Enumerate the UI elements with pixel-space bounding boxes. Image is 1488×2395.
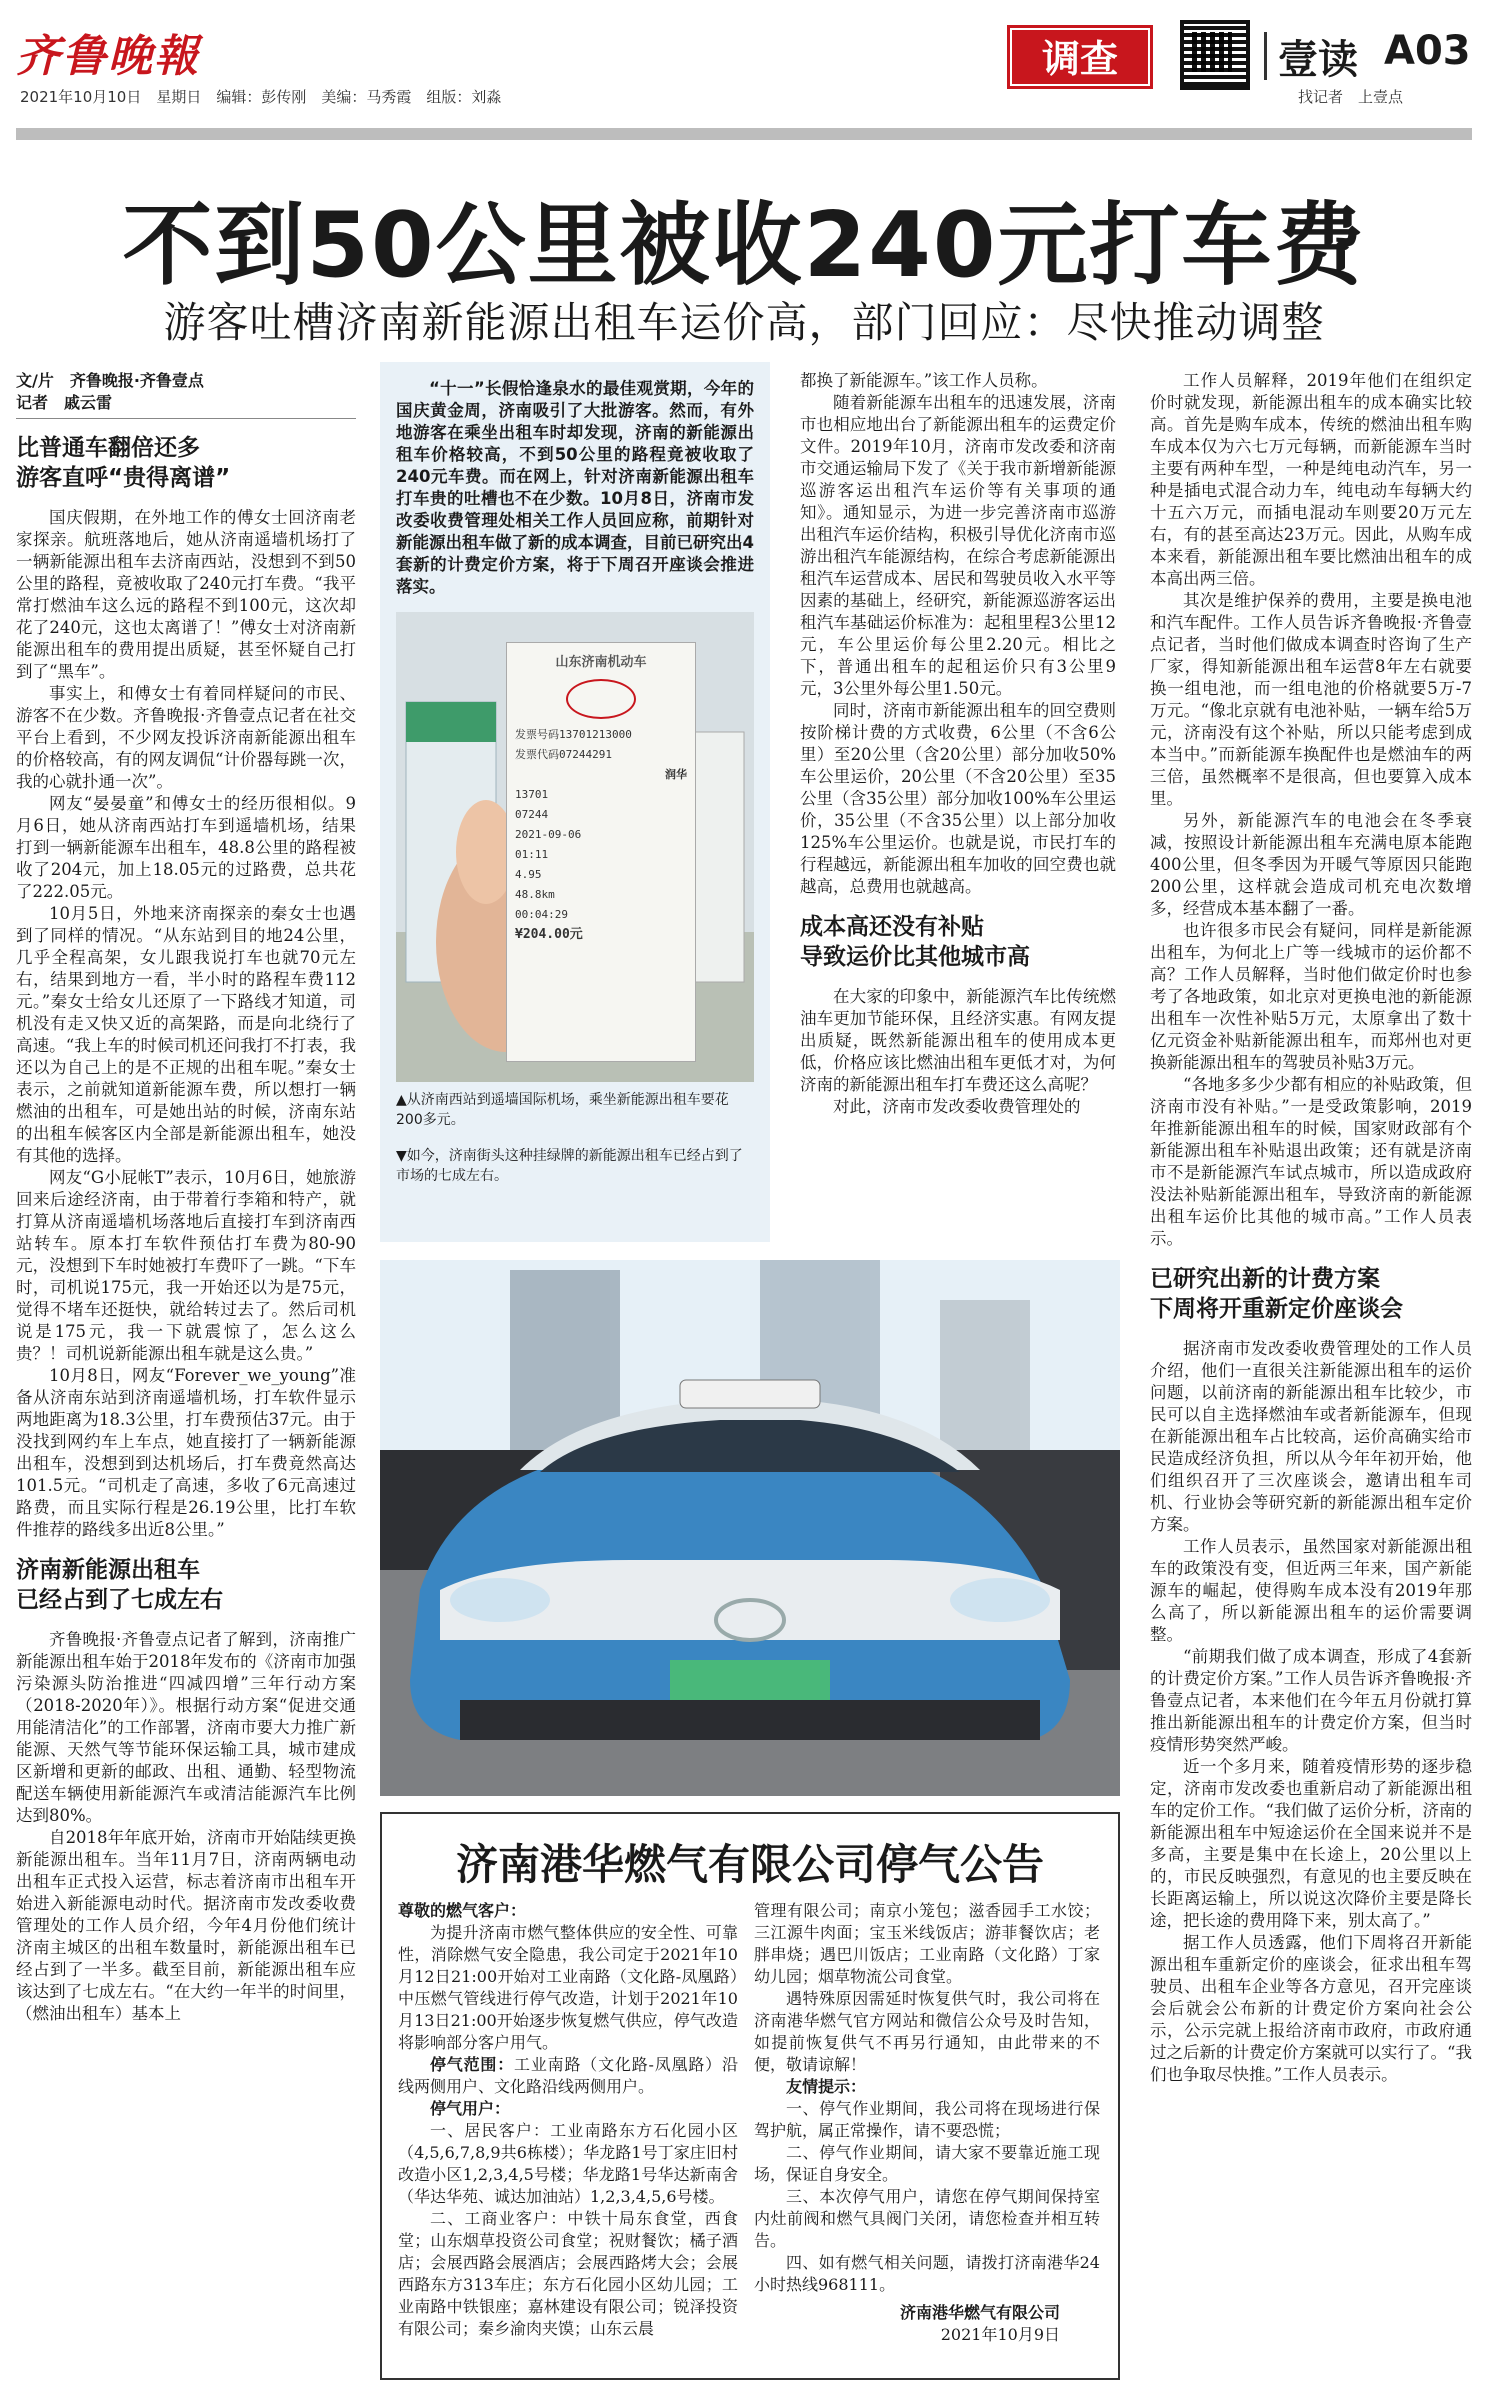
- section-heading-1: 比普通车翻倍还多 游客直呼“贵得离谱”: [16, 435, 231, 491]
- taxi-illustration: [380, 1260, 1120, 1796]
- notice-body-continued: 管理有限公司；南京小笼包；滋香园手工水饺；三江源牛肉面；宝玉米线饭店；游菲餐饮店；老胖串烧；遇巴川饭店；工业南路（文化路）丁家幼儿园；烟草物流公司食堂。: [754, 1901, 1100, 1986]
- paragraph: 工作人员解释，2019年他们在组织定价时就发现，新能源出租车的成本确实比较高。首先是购车成本，传统的燃油出租车购车成本仅为六七万元每辆，而新能源车当时主要有两种车型，一种是纯电动汽车，另一种是插电式混合动力车，纯电动车每辆大约十五六万元，而插电混动车则要20万元左右，有的甚至高达23万元。因此，从购车成本来看，新能源出租车要比燃油出租车的成本高出两三倍。: [1150, 371, 1472, 588]
- notice-tips-label: 友情提示：: [786, 2077, 867, 2096]
- paragraph: “各地多多少少都有相应的补贴政策，但济南市没有补贴。”一是受政策影响，2019年推新能源出租车的时候，国家财政部有个新能源出租车补贴退出政策；还有就是济南市不是新能源汽车试点城市，所以造成政府没法补贴新能源出租车，导致济南的新能源出租车运价比其他的城市高。”工作人员表示。: [1150, 1075, 1472, 1248]
- headline: 不到50公里被收240元打车费: [122, 193, 1366, 298]
- intro-paragraph: “十一”长假恰逢泉水的最佳观赏期，今年的国庆黄金周，济南吸引了大批游客。然而，有外地游客在乘坐出租车时却发现，济南的新能源出租车价格较高，不到50公里的路程竟被收取了240元车费。而在网上，针对济南新能源出租车打车贵的吐槽也不在少数。10月8日，济南市发改委收费管理处相关工作人员回应称，前期针对新能源出租车做了新的成本调查，目前已研究出4套新的计费定价方案，将于下周召开座谈会推进落实。: [396, 379, 754, 596]
- qr-code-icon[interactable]: [1180, 20, 1250, 90]
- byline-rule: [16, 418, 356, 419]
- notice-delay-info: 遇特殊原因需延时恢复供气时，我公司将在济南港华燃气官方网站和微信公众号及时告知，如提前恢复供气不再另行通知，由此带来的不便，敬请谅解！: [754, 1989, 1100, 2074]
- photo-caption-1: ▲从济南西站到遥墙国际机场，乘坐新能源出租车要花200多元。: [396, 1092, 729, 1128]
- paragraph: 随着新能源车出租车的迅速发展，济南市也相应地出台了新能源出租车的运费定价文件。2019年10月，济南市发改委和济南市交通运输局下发了《关于我市新增新能源巡游客运出租汽车运价等有关事项的通知》。通知显示，为进一步完善济南市巡游出租汽车运价结构，积极引导优化济南市巡游出租汽车能源结构，在综合考虑新能源出租汽车运营成本、居民和驾驶员收入水平等因素的基础上，经研究，新能源巡游客运出租汽车基础运价标准为：起租里程3公里12元，车公里运价每公里2.20元。相比之下，普通出租车的起租运价只有3公里9元，3公里外每公里1.50元。: [800, 393, 1116, 698]
- paragraph: 另外，新能源汽车的电池会在冬季衰减，按照设计新能源出租车充满电原本能跑400公里，但冬季因为开暖气等原因只能跑200公里，这样就会造成司机充电次数增多，经营成本基本翻了一番。: [1150, 811, 1472, 918]
- notice-scope: 工业南路（文化路-凤凰路）沿线两侧用户、文化路沿线两侧用户。: [398, 2055, 738, 2096]
- notice-left-column: [398, 1900, 738, 2340]
- receipt-total: ¥204.00元: [515, 927, 583, 942]
- paragraph: 自2018年年底开始，济南市开始陆续更换新能源出租车。当年11月7日，济南两辆电动出租车正式投入运营，标志着济南市出租车开始进入新能源电动时代。据济南市发改委收费管理处的工作人员介绍，今年4月份他们统计济南主城区的出租车数量时，新能源出租车已经占到了一半多。截至目前，新能源出租车应该达到了七成左右。“在大约一年半的时间里，（燃油出租车）基本上: [16, 1828, 356, 2023]
- paragraph: 国庆假期，在外地工作的傅女士回济南老家探亲。航班落地后，她从济南遥墙机场打了一辆新能源出租车去济南西站，没想到不到50公里的路程，竟被收取了240元打车费。“我平常打燃油车这么远的路程不到100元，这次却花了240元，这也太离谱了！”傅女士对济南新能源出租车的费用提出质疑，甚至怀疑自己打到了“黑车”。: [16, 508, 356, 681]
- photo-caption-2: ▼如今，济南街头这种挂绿牌的新能源出租车已经占到了市场的七成左右。: [396, 1148, 743, 1184]
- notice-date: 2021年10月9日: [940, 2325, 1060, 2344]
- receipt-line: 2021-09-06: [515, 828, 582, 841]
- notice-scope-label: 停气范围：: [430, 2055, 515, 2074]
- notice-tip: 二、停气作业期间，请大家不要靠近施工现场，保证自身安全。: [754, 2143, 1100, 2184]
- divider: [1264, 32, 1267, 80]
- paragraph: 同时，济南市新能源出租车的回空费则按阶梯计费的方式收费，6公里（不含6公里）至20公里（含20公里）部分加收50%车公里运价，20公里（不含20公里）至35公里（含35公里）部分加收100%车公里运价，35公里（不含35公里）以上部分加收125%车公里运价。也就是说，市民打车的行程越远，新能源出租车加收的回空费也就越高，总费用也就越高。: [800, 701, 1116, 896]
- issue-meta: 2021年10月10日 星期日 编辑：彭传刚 美编：马秀霞 组版：刘淼: [20, 88, 502, 106]
- page-number: A03: [1384, 28, 1471, 74]
- section-heading-3: 成本高还没有补贴 导致运价比其他城市高: [800, 914, 1030, 970]
- notice-users-label: 停气用户：: [430, 2099, 511, 2118]
- receipt-line: 发票号码13701213000: [515, 728, 632, 741]
- stamp-icon: [566, 679, 636, 719]
- paragraph: 在大家的印象中，新能源汽车比传统燃油车更加节能环保，且经济实惠。有网友提出质疑，既然新能源出租车的使用成本更低，价格应该比燃油出租车更低才对，为何济南的新能源出租车打车费还这么高呢？: [800, 987, 1116, 1094]
- subheadline: 游客吐槽济南新能源出租车运价高，部门回应：尽快推动调整: [163, 298, 1325, 347]
- masthead-rule: [16, 128, 1472, 140]
- gas-outage-notice: [380, 1812, 1120, 2380]
- notice-residents: 一、居民客户：工业南路东方石化园小区（4,5,6,7,8,9共6栋楼）；华龙路1号丁家庄旧村改造小区1,2,3,4,5号楼；华龙路1号华达新南舍（华达华苑、诚达加油站）1,2,3,4,5,6号楼。: [398, 2121, 738, 2206]
- paragraph: 近一个多月来，随着疫情形势的逐步稳定，济南市发改委也重新启动了新能源出租车的定价工作。“我们做了运价分析，济南的新能源出租车中短途运价在全国来说并不是多高，主要是集中在长途上，20公里以上的，市民反映强烈，有意见的也主要反映在长距离运输上，所以说这次降价主要是降长途，把长途的费用降下来，别太高了。”: [1150, 1757, 1472, 1930]
- masthead: [16, 14, 1472, 134]
- section-heading-4: 已研究出新的计费方案 下周将开重新定价座谈会: [1150, 1266, 1403, 1322]
- section-heading-2: 济南新能源出租车 已经占到了七成左右: [16, 1557, 223, 1613]
- paragraph: 也许很多市民会有疑问，同样是新能源出租车，为何北上广等一线城市的运价都不高？工作人员解释，当时他们做定价时也参考了各地政策，如北京对更换电池的新能源出租车一次性补贴5万元，太原拿出了数十亿元资金补贴新能源出租车，而郑州也对更换新能源出租车的驾驶员补贴3万元。: [1150, 921, 1472, 1072]
- paragraph: 工作人员表示，虽然国家对新能源出租车的政策没有变，但近两三年来，国产新能源车的崛起，使得购车成本没有2019年那么高了，所以新能源出租车的运价需要调整。: [1150, 1537, 1472, 1644]
- receipt-line: 13701: [515, 788, 549, 801]
- intro-lead: [396, 378, 754, 598]
- receipt-line: 4.95: [515, 868, 542, 881]
- taxi-receipt: [506, 642, 696, 1062]
- paragraph: 网友“晏晏童”和傅女士的经历很相似。9月6日，她从济南西站打车到遥墙机场，结果打到一辆新能源车出租车，48.8公里的路程被收了204元，加上18.05元的过路费，总共花了222.05元。: [16, 794, 356, 901]
- receipt-photo: [396, 612, 754, 1082]
- notice-title: 济南港华燃气有限公司停气公告: [455, 1840, 1044, 1889]
- paragraph: 齐鲁晚报·齐鲁壹点记者了解到，济南推广新能源出租车始于2018年发布的《济南市加强污染源头防治推进“四减四增”三年行动方案（2018-2020年）》。根据行动方案“促进交通用能清洁化”的工作部署，济南市要大力推广新能源、天然气等节能环保运输工具，城市建成区新增和更新的邮政、出租、通勤、轻型物流配送车辆使用新能源汽车或清洁能源汽车比例达到80%。: [16, 1630, 356, 1825]
- notice-signature: 济南港华燃气有限公司: [899, 2303, 1060, 2322]
- article-column-3: [800, 370, 1116, 1250]
- paragraph: 其次是维护保养的费用，主要是换电池和汽车配件。工作人员告诉齐鲁晚报·齐鲁壹点记者，当时他们做成本调查时咨询了生产厂家，得知新能源出租车运营8年左右就要换一组电池，而一组电池的价格就要5万-7万元。“像北京就有电池补贴，一辆车给5万元，济南没有这个补贴，所以只能考虑到成本当中。”而新能源车换配件也是燃油车的两三倍，虽然概率不是很高，但也要算入成本里。: [1150, 591, 1472, 808]
- notice-commercial: 二、工商业客户：中铁十局东食堂，西食堂；山东烟草投资公司食堂；祝财餐饮；橘子酒店；会展西路会展酒店；会展西路烤大会；会展西路东方313车庄；东方石化园小区幼儿园；工业南路中铁银座；嘉林建设有限公司；锐泽投资有限公司；秦乡渝肉夹馍；山东云晨: [398, 2209, 738, 2338]
- section-name: 壹读: [1278, 37, 1358, 83]
- paragraph: 10月5日，外地来济南探亲的秦女士也遇到了同样的情况。“从东站到目的地24公里，几乎全程高架，女儿跟我说打车也就70元左右，结果到地方一看，半小时的路程车费112元。”秦女士给女儿还原了一下路线才知道，司机没有走又快又近的高架路，而是向北绕行了高速。“我上车的时候司机还问我打不打表，我还以为自己上的是不正规的出租车呢。”秦女士表示，之前就知道新能源车费，所以想打一辆燃油的出租车，可是她出站的时候，济南东站的出租车候客区内全部是新能源出租车，她没有其他的选择。: [16, 904, 356, 1165]
- article-column-1: [16, 370, 356, 2380]
- byline-source: 文/片 齐鲁晚报·齐鲁壹点: [16, 371, 204, 390]
- reporter-slogan: 找记者 上壹点: [1298, 88, 1404, 106]
- newspaper-logo: 齐鲁晚報: [16, 31, 200, 82]
- paragraph: 都换了新能源车。”该工作人员称。: [800, 371, 1048, 390]
- paragraph: “前期我们做了成本调查，形成了4套新的计费定价方案。”工作人员告诉齐鲁晚报·齐鲁壹点记者，本来他们在今年五月份就打算推出新能源出租车的计费定价方案，但当时疫情形势突然严峻。: [1150, 1647, 1472, 1754]
- notice-tip: 一、停气作业期间，我公司将在现场进行保驾护航，属正常操作，请不要恐慌；: [754, 2099, 1100, 2140]
- receipt-line: 07244: [515, 808, 549, 821]
- receipt-title: 山东济南机动车: [555, 655, 647, 670]
- paragraph: 对此，济南市发改委收费管理处的: [833, 1097, 1081, 1116]
- paragraph: 事实上，和傅女士有着同样疑问的市民、游客不在少数。齐鲁晚报·齐鲁壹点记者在社交平台上看到，不少网友投诉济南新能源出租车的价格较高，有的网友调侃“计价器每跳一次，我的心就扑通一次”。: [16, 684, 356, 791]
- section-tag: 调查: [1010, 28, 1150, 86]
- receipt-line: 01:11: [515, 848, 549, 861]
- paragraph: 据工作人员透露，他们下周将召开新能源出租车重新定价的座谈会，征求出租车驾驶员、出租车企业等各方意见，召开完座谈会后就会公布新的计费定价方案向社会公示，公示完就上报给济南市政府，市政府通过之后新的计费定价方案就可以实行了。“我们也争取尽快推。”工作人员表示。: [1150, 1933, 1472, 2084]
- notice-body: 为提升济南市燃气整体供应的安全性、可靠性，消除燃气安全隐患，我公司定于2021年10月12日21:00开始对工业南路（文化路-凤凰路）中压燃气管线进行停气改造，计划于2021年10月13日21:00开始逐步恢复燃气供应，停气改造将影响部分客户用气。: [398, 1923, 738, 2052]
- notice-right-column: [754, 1900, 1100, 2346]
- paragraph: 网友“G小屁帐T”表示，10月6日，她旅游回来后途经济南，由于带着行李箱和特产，就打算从济南遥墙机场落地后直接打车到济南西站转车。原本打车软件预估打车费为80-90元，没想到下车时她被打车费吓了一跳。“下车时，司机说175元，我一开始还以为是75元，觉得不堵车还挺快，就给转过去了。然后司机说是175元，我一下就震惊了，怎么这么贵？！司机说新能源出租车就是这么贵。”: [16, 1168, 356, 1363]
- notice-tip: 四、如有燃气相关问题，请拨打济南港华24小时热线968111。: [754, 2253, 1100, 2294]
- article-column-4: [1150, 370, 1472, 2380]
- taxi-photo: [380, 1260, 1120, 1796]
- intro-box: [380, 362, 770, 1242]
- notice-greeting: 尊敬的燃气客户：: [398, 1901, 527, 1920]
- receipt-line: 00:04:29: [515, 908, 568, 921]
- paragraph: 据济南市发改委收费管理处的工作人员介绍，他们一直很关注新能源出租车的运价问题，以前济南的新能源出租车比较少，市民可以自主选择燃油车或者新能源车，但现在新能源出租车占比较高，运价高确实给市民造成经济负担，所以从今年年初开始，他们组织召开了三次座谈会，邀请出租车司机、行业协会等研究新的新能源出租车定价方案。: [1150, 1339, 1472, 1534]
- receipt-line: 48.8km: [515, 888, 555, 901]
- notice-tip: 三、本次停气用户，请您在停气期间保持室内灶前阀和燃气具阀门关闭，请您检查并相互转告。: [754, 2187, 1100, 2250]
- receipt-line: 发票代码07244291: [515, 748, 612, 761]
- paragraph: 10月8日，网友“Forever_we_young”准备从济南东站到济南遥墙机场，打车软件显示两地距离为18.3公里，打车费预估37元。由于没找到网约车上车点，她直接打了一辆新能源出租车，没想到到达机场后，打车费竟然高达101.5元。“司机走了高速，多收了6元高速过路费，而且实际行程是26.19公里，比打车软件推荐的路线多出近8公里。”: [16, 1366, 356, 1539]
- receipt-brand: 润华: [665, 768, 687, 781]
- byline-reporter: 记者 戚云雷: [16, 393, 113, 412]
